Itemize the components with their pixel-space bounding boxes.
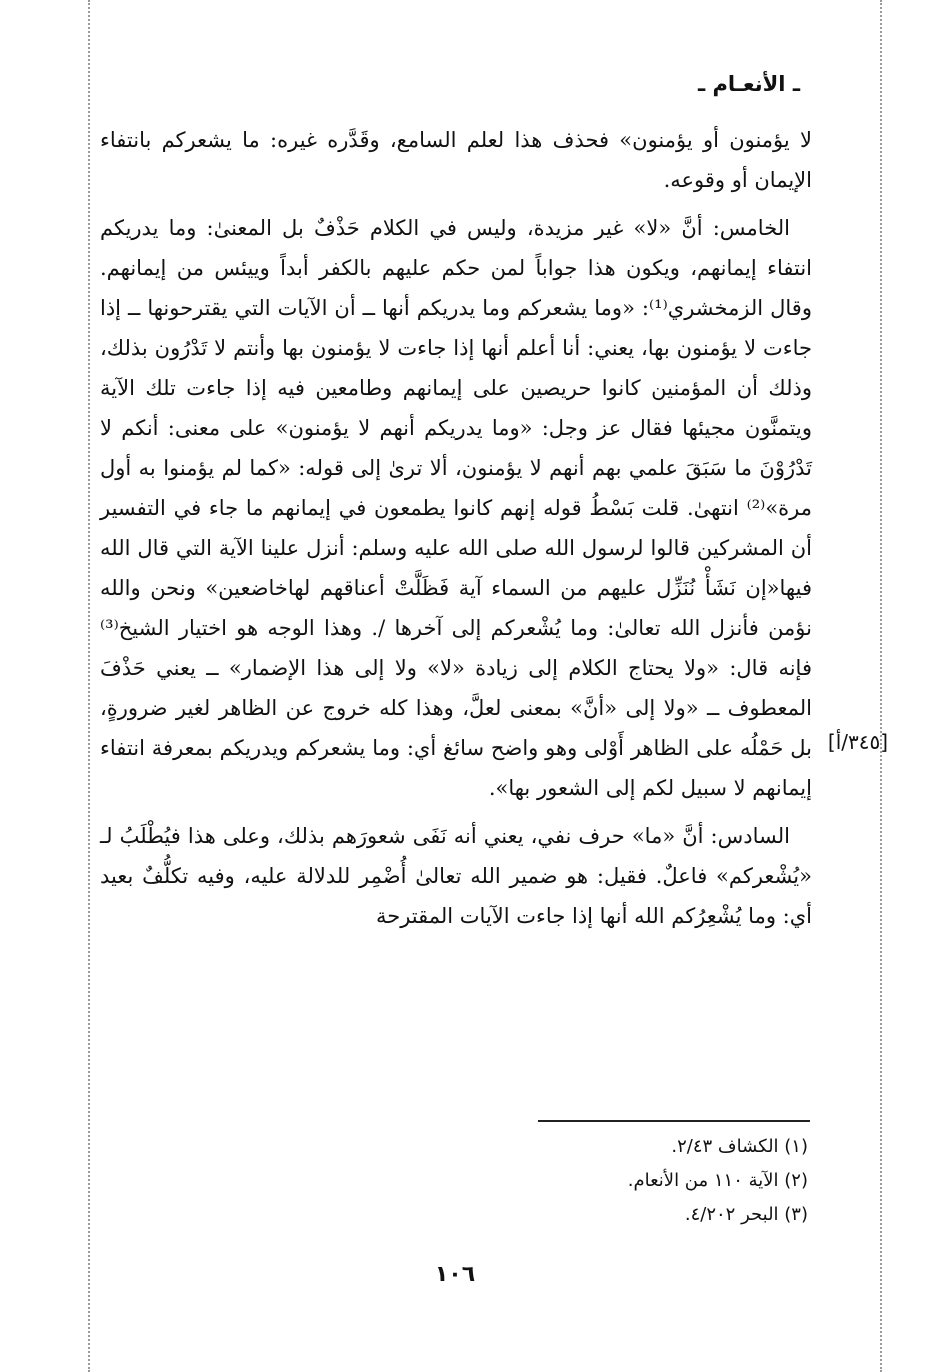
footnote: (٢) الآية ١١٠ من الأنعام. bbox=[627, 1170, 808, 1191]
footnote-separator bbox=[538, 1120, 810, 1122]
page-number: ١٠٦ bbox=[434, 1262, 476, 1287]
footnotes bbox=[400, 1130, 808, 1232]
paragraph: السادس: أنَّ «ما» حرف نفي، يعني أنه نَفَى شعورَهم بذلك، وعلى هذا فيُطْلَبُ لـ «يُشْعركم» فاعلٌ. فقيل: هو ضمير الله تعالىٰ أُضْمِر للدلالة عليه، وفيه تكلُّفٌ بعيد أي: وما يُشْعِرُكم الله أنها إذا جاءت الآيات المقترحة bbox=[100, 824, 812, 928]
paragraph: لا يؤمنون أو يؤمنون» فحذف هذا لعلم السامع، وقَدَّره غيره: ما يشعركم بانتفاء الإيمان أو وقوعه. bbox=[100, 128, 812, 192]
scan-border-left bbox=[88, 0, 90, 1372]
running-header: ـ الأنعـام ـ bbox=[697, 72, 800, 96]
paragraph: الخامس: أنَّ «لا» غير مزيدة، وليس في الكلام حَذْفٌ بل المعنىٰ: وما يدريكم انتفاء إيمانهم، ويكون هذا جواباً لمن حكم عليهم بالكفر أبداً وييئس من إيمانهم. وقال الزمخشري⁽¹⁾: «وما يشعركم وما يدريكم أنها ــ أن الآيات التي يقترحونها ــ إذا جاءت لا يؤمنون بها، يعني: أنا أعلم أنها إذا جاءت لا يؤمنون بها وأنتم لا تَدْرُون بذلك، وذلك أن المؤمنين كانوا حريصين على إيمانهم وطامعين فيه إذا جاءت تلك الآية ويتمنَّون مجيئها فقال عز وجل: «وما يدريكم أنهم لا يؤمنون» على معنى: أنكم لا تَدْرُوْنَ ما سَبَقَ علمي بهم أنهم لا يؤمنون، ألا ترىٰ إلى قوله: «كما لم يؤمنوا به أول مرة»⁽²⁾ انتهىٰ. قلت بَسْطُ قوله إنهم كانوا يطمعون في إيمانهم ما جاء في التفسير أن المشركين قالوا لرسول الله صلى الله عليه وسلم: أنزل علينا الآية التي قال الله فيها«إن نَشَأْ نُنَزِّل عليهم من السماء آية فَظَلَّتْ أعناقهم لهاخاضعين» ونحن والله نؤمن فأنزل الله تعالىٰ: وما يُشْعركم إلى آخرها /. وهذا الوجه هو اختيار الشيخ⁽³⁾ فإنه قال: «ولا يحتاج الكلام إلى زيادة «لا» ولا إلى هذا الإضمار» ــ يعني حَذْفَ المعطوف ــ «ولا إلى «أنَّ» بمعنى لعلَّ، وهذا كله خروج عن الظاهر لغير ضرورةٍ، بل حَمْلُه على الظاهر أَوْلى وهو واضح سائغ أي: وما يشعركم ويدريكم بمعرفة انتفاء إيمانهم لا سبيل لكم إلى الشعور بها». bbox=[100, 216, 812, 800]
footnote: (٣) البحر ٤/٢٠٢. bbox=[684, 1204, 808, 1225]
main-text bbox=[100, 120, 812, 936]
scan-border-right bbox=[880, 0, 882, 1372]
footnote: (١) الكشاف ٢/٤٣. bbox=[671, 1136, 808, 1157]
manuscript-folio-reference: [٣٤٥/أ] bbox=[827, 730, 889, 754]
